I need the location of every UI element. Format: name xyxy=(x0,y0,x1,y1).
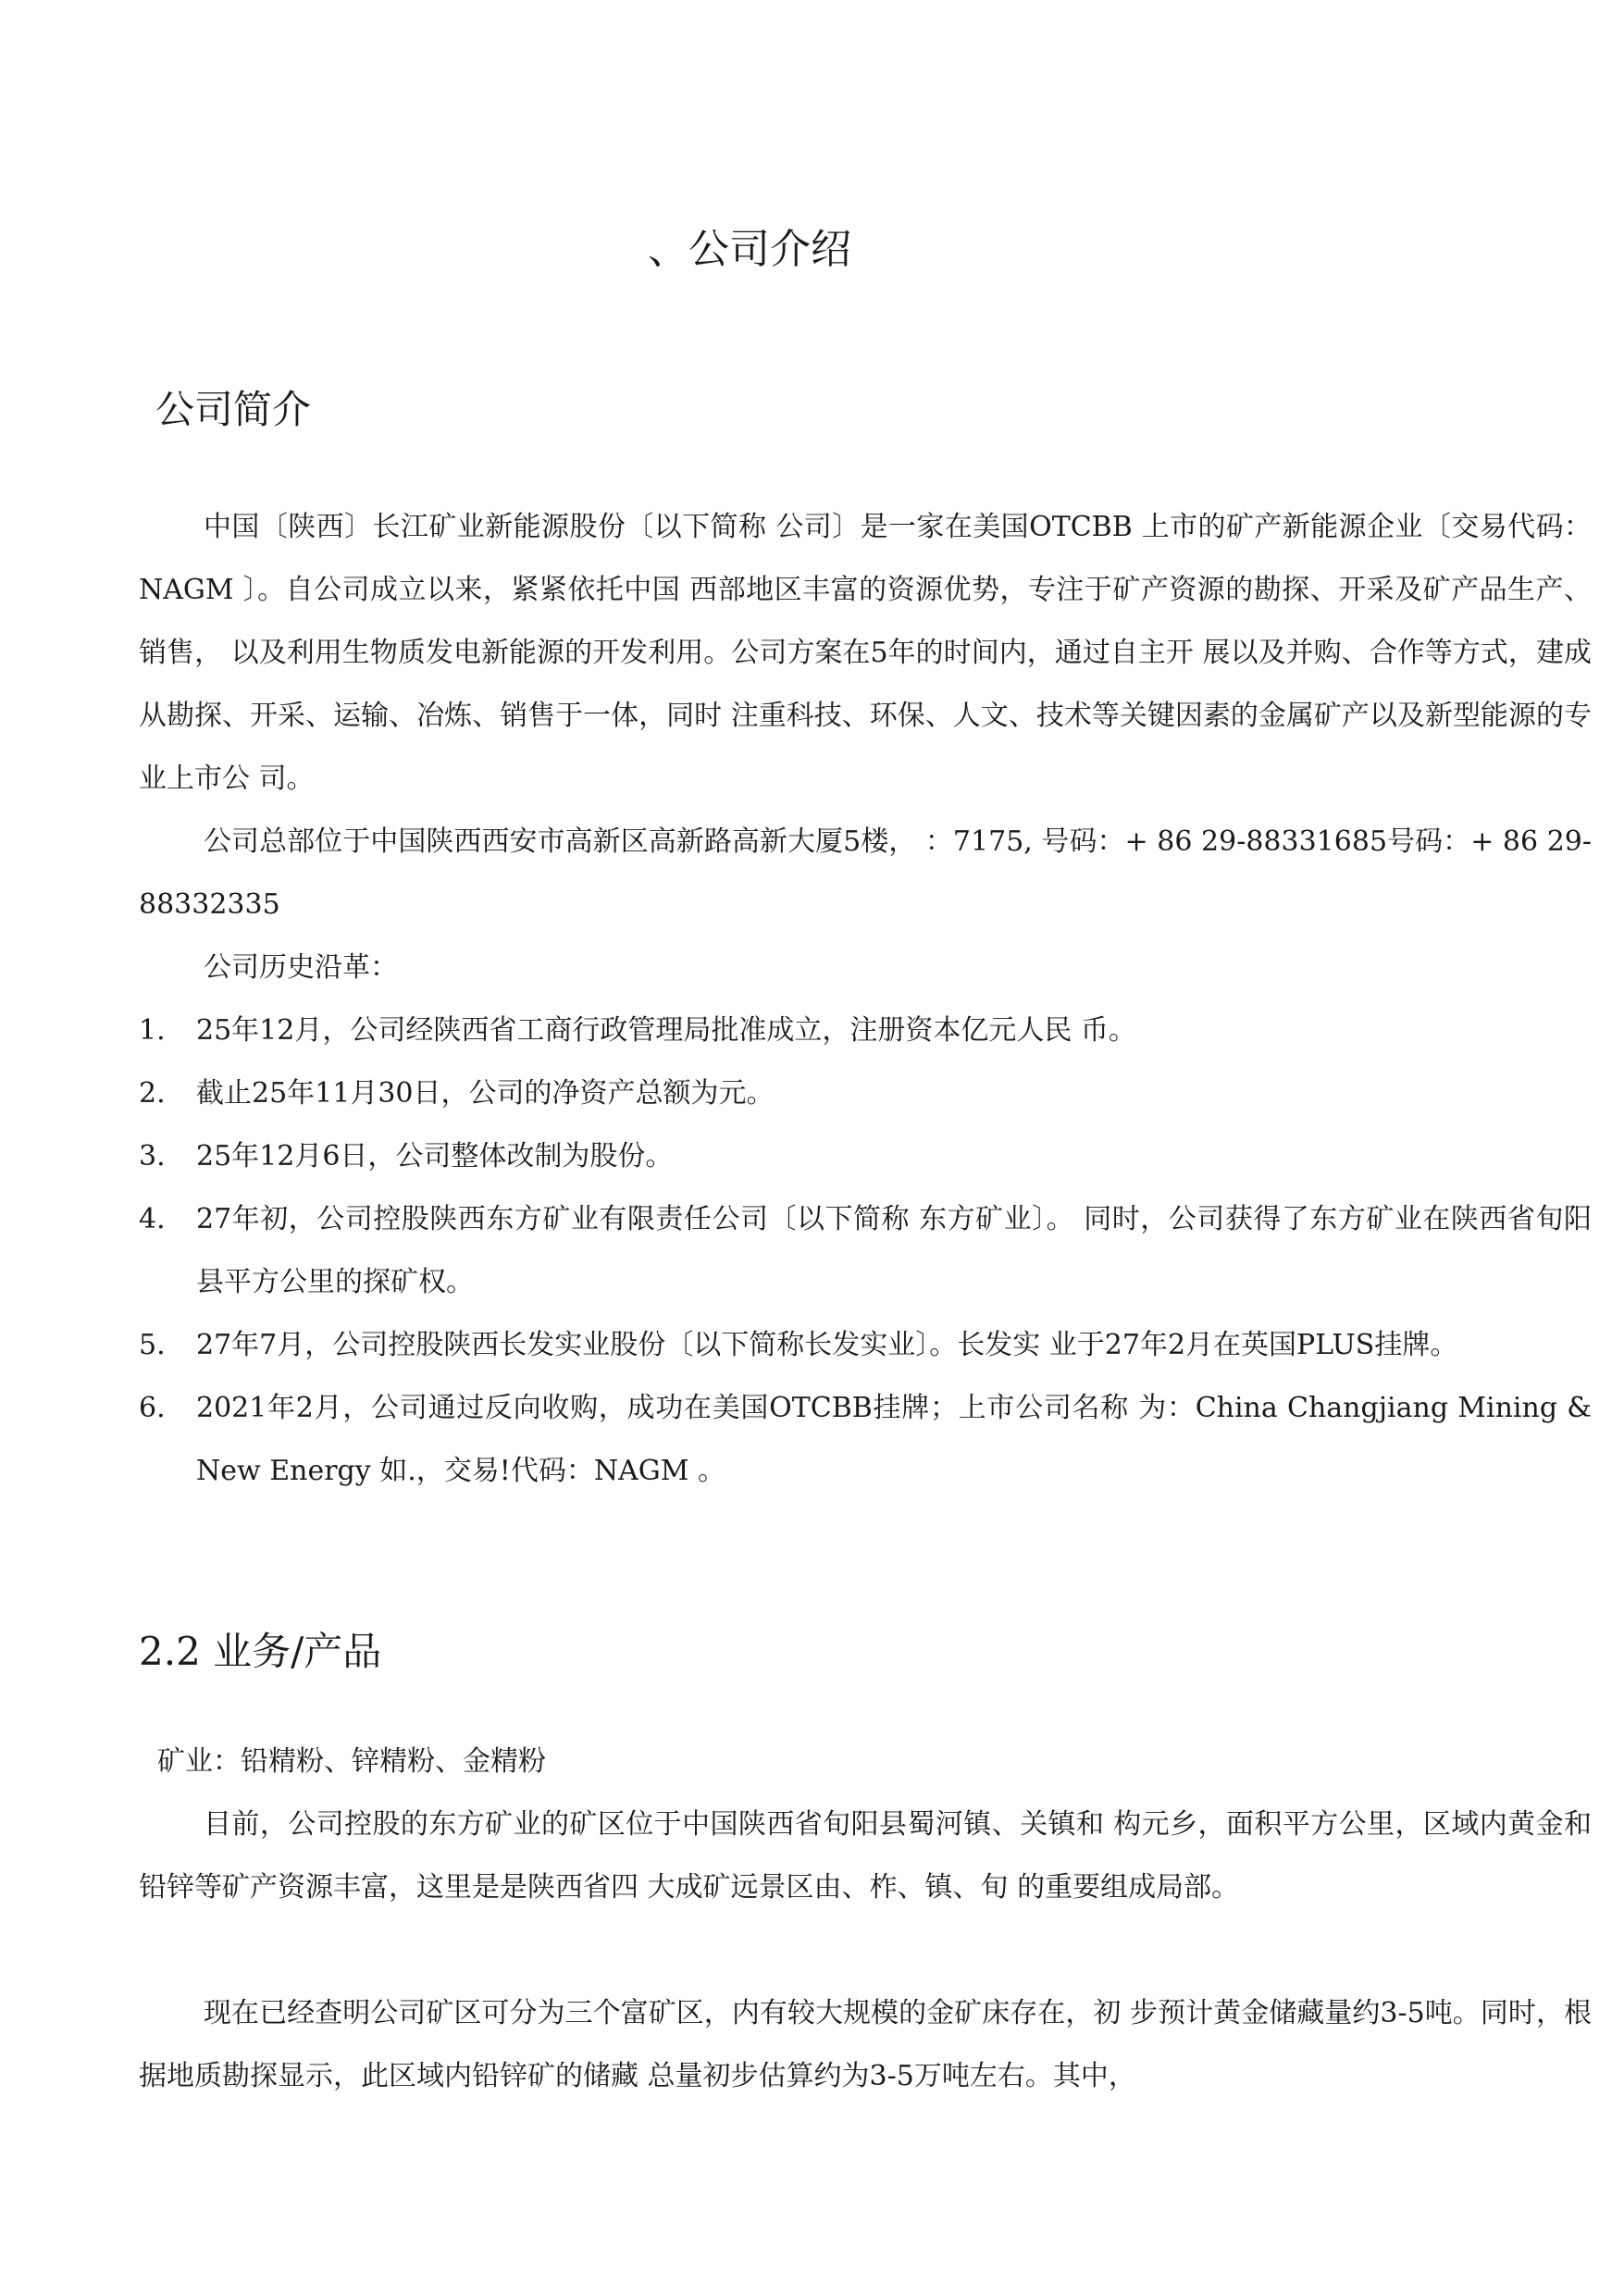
reserves-paragraph: 现在已经查明公司矿区可分为三个富矿区，内有较大规模的金矿床存在，初 步预计黄金储藏量约3-5吨。同时，根据地质勘探显示，此区域内铅锌矿的储藏 总量初步估算约为3-5万吨左右。其中， xyxy=(139,1997,1592,2092)
intro-paragraph: 中国〔陕西〕长江矿业新能源股份〔以下简称 公司〕是一家在美国OTCBB 上市的矿产新能源企业〔交易代码：NAGM 〕。自公司成立以来，紧紧依托中国 西部地区丰富的资源优势，专注于矿产资源的勘探、开采及矿产品生产、销售， 以及利用生物质发电新能源的开发利用。公司方案在5年的时间内，通过自主开 展以及并购、合作等方式，建成从勘探、开采、运输、冶炼、销售于一体，同时 注重科技、环保、人文、技术等关键因素的金属矿产以及新型能源的专业上市公 司。 xyxy=(139,511,1592,795)
list-item xyxy=(139,1377,1592,1503)
address-paragraph: 公司总部位于中国陕西西安市高新区高新路高新大厦5楼， ：7175, 号码：+ 86 29-88331685号码：+ 86 29-88332335 xyxy=(139,825,1592,921)
list-item xyxy=(139,999,1592,1062)
list-item-number: 2. xyxy=(139,1077,166,1110)
list-item-text: 2021年2月，公司通过反向收购，成功在美国OTCBB挂牌；上市公司名称 为：China Changjiang Mining & New Energy 如.，交易!代码：NAGM 。 xyxy=(196,1392,1592,1487)
list-item-number: 1. xyxy=(139,1014,166,1047)
list-item-text: 25年12月6日，公司整体改制为股份。 xyxy=(196,1140,674,1172)
products-line: 矿业：铅精粉、锌精粉、金精粉 xyxy=(157,1745,546,1778)
paragraph-spacer xyxy=(139,1919,1592,1982)
mining-area-paragraph: 目前，公司控股的东方矿业的矿区位于中国陕西省旬阳县蜀河镇、关镇和 构元乡，面积平方公里，区域内黄金和铅锌等矿产资源丰富，这里是是陕西省四 大成矿远景区由、柞、镇、旬 的重要组成局部。 xyxy=(139,1808,1592,1904)
list-item-number: 6. xyxy=(139,1392,166,1424)
list-item-number: 3. xyxy=(139,1140,166,1172)
list-item-text: 27年7月，公司控股陕西长发实业股份〔以下简称长发实业〕。长发实 业于27年2月在英国PLUS挂牌。 xyxy=(196,1329,1458,1361)
section-heading-company-profile: 公司简介 xyxy=(155,387,312,432)
list-item-text: 截止25年11月30日，公司的净资产总额为元。 xyxy=(196,1077,775,1110)
list-item xyxy=(139,1062,1592,1125)
list-item-number: 4. xyxy=(139,1203,166,1235)
list-item-number: 5. xyxy=(139,1329,166,1361)
list-item xyxy=(139,1188,1592,1314)
section-heading-business-products: 2.2 业务/产品 xyxy=(139,1629,382,1674)
list-item-text: 27年初，公司控股陕西东方矿业有限责任公司〔以下简称 东方矿业〕。 同时，公司获得了东方矿业在陕西省旬阳县平方公里的探矿权。 xyxy=(196,1203,1592,1298)
company-profile-body xyxy=(139,496,1592,1503)
history-label: 公司历史沿革： xyxy=(204,951,398,984)
list-item xyxy=(139,1314,1592,1377)
chapter-title: 、公司介绍 xyxy=(648,226,851,273)
business-products-body xyxy=(139,1731,1592,2108)
list-item-text: 25年12月，公司经陕西省工商行政管理局批准成立，注册资本亿元人民 币。 xyxy=(196,1014,1136,1047)
history-list xyxy=(139,999,1592,1503)
list-item xyxy=(139,1125,1592,1188)
